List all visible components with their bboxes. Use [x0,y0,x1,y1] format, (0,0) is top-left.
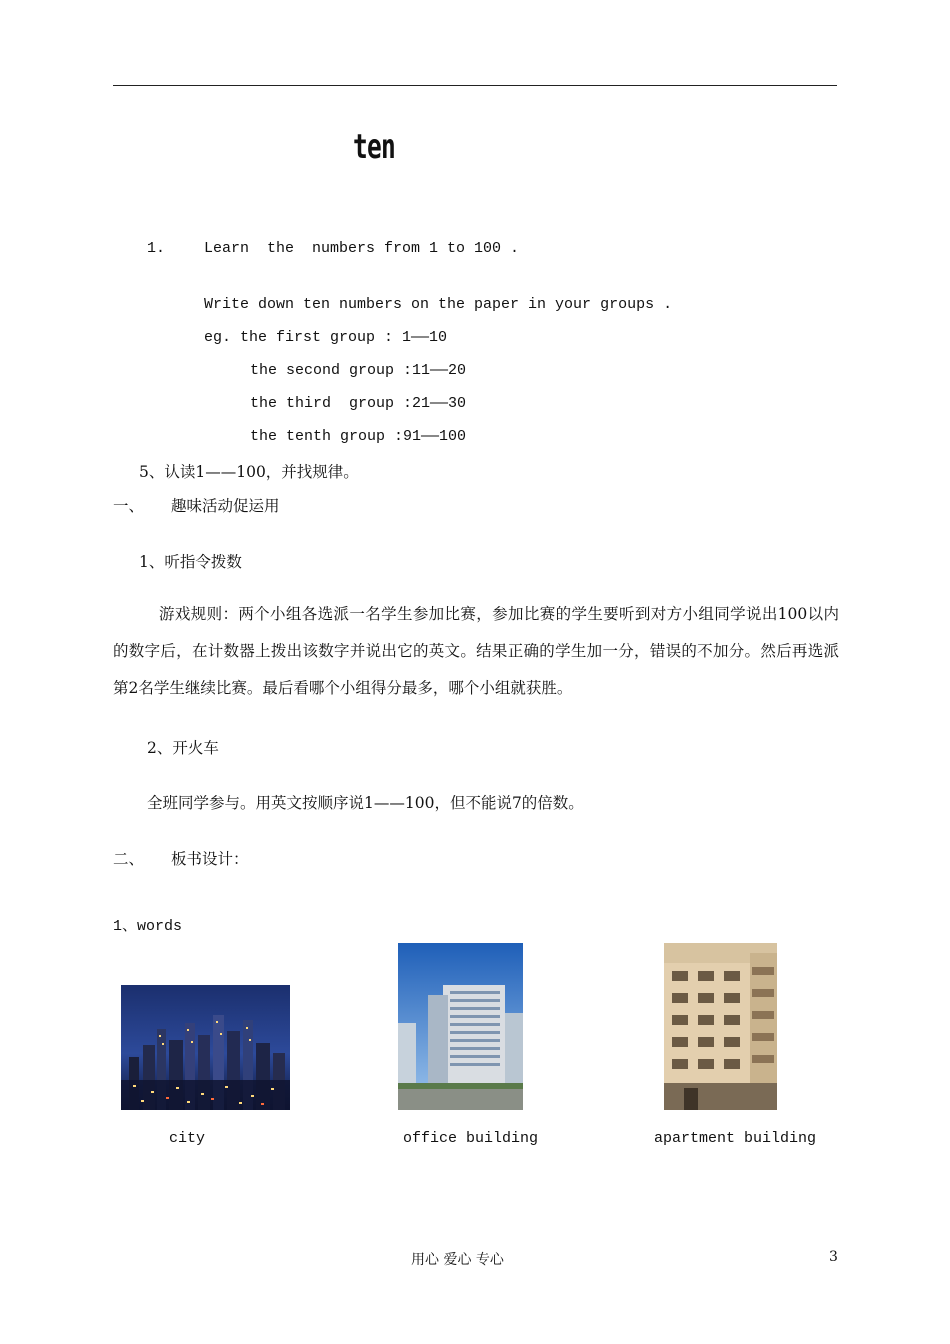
words-heading: 1、words [113,918,183,935]
picture-caption: city [169,1130,206,1147]
section-2-title: 板书设计： [171,850,249,868]
group-line: the third group :21——30 [250,395,467,412]
example-line: eg. the first group : 1——10 [204,329,448,346]
section-1-label: 一、 [113,497,145,515]
step-5-text: 5、认读1——100，并找规律。 [139,463,359,481]
page-number: 3 [829,1249,838,1265]
apartment-building-photo [664,943,777,1110]
section-2-label: 二、 [113,850,145,868]
activity-2-text: 全班同学参与。用英文按顺序说1——100，但不能说7的倍数。 [147,794,584,812]
picture-caption: apartment building [654,1130,817,1147]
picture-caption: office building [403,1130,539,1147]
activity-2-title: 2、开火车 [147,739,219,757]
header-rule [113,85,837,86]
office-building-photo [398,943,523,1110]
game-rules-paragraph: 游戏规则：两个小组各选派一名学生参加比赛，参加比赛的学生要听到对方小组同学说出100以内的数字后，在计数器上拨出该数字并说出它的英文。结果正确的学生加一分，错误的不加分。然后再选派第2名学生继续比赛。最后看哪个小组得分最多，哪个小组就获胜。 [113,605,839,697]
footer-motto: 用心 爱心 专心 [411,1252,504,1268]
group-line: the tenth group :91——100 [250,428,467,445]
step-1-text: Learn the numbers from 1 to 100 . [204,240,520,257]
step-1-number: 1. [147,240,166,257]
city-night-photo [121,985,290,1110]
page-title: ten [353,127,396,167]
group-line: the second group :11——20 [250,362,467,379]
activity-1-title: 1、听指令拨数 [139,553,242,571]
write-instruction: Write down ten numbers on the paper in your groups . [204,296,673,313]
section-1-title: 趣味活动促运用 [171,497,280,515]
